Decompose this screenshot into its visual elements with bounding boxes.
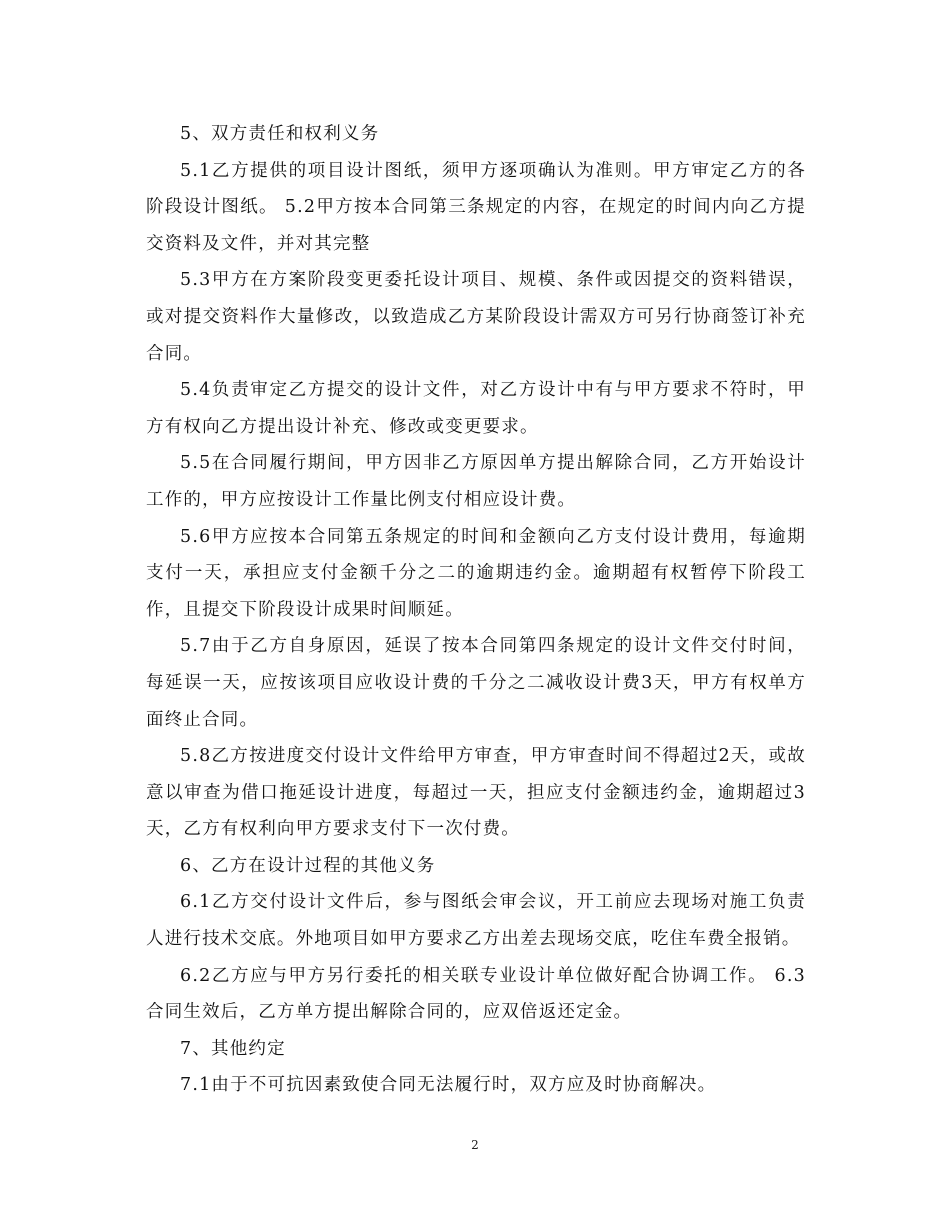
document-body bbox=[146, 116, 806, 1104]
section-5-heading: 5、双方责任和权利义务 bbox=[180, 124, 380, 144]
clause-7-1: 7.1由于不可抗因素致使合同无法履行时，双方应及时协商解决。 bbox=[180, 1075, 717, 1096]
clause-5-3: 5.3甲方在方案阶段变更委托设计项目、规模、条件或因提交的资料错误，或对提交资料作大量修改，以致造成乙方某阶段设计需双方可另行协商签订补充合同。 bbox=[146, 270, 806, 364]
clause-5-6: 5.6甲方应按本合同第五条规定的时间和金额向乙方支付设计费用，每逾期支付一天，承担应支付金额千分之二的逾期违约金。逾期超有权暂停下阶段工作，且提交下阶段设计成果时间顺延。 bbox=[146, 526, 806, 620]
clause-6-1: 6.1乙方交付设计文件后，参与图纸会审会议，开工前应去现场对施工负责人进行技术交底。外地项目如甲方要求乙方出差去现场交底，吃住车费全报销。 bbox=[146, 892, 806, 950]
clause-5-8: 5.8乙方按进度交付设计文件给甲方审查，甲方审查时间不得超过2天，或故意以审查为借口拖延设计进度，每超过一天，担应支付金额违约金，逾期超过3天，乙方有权利向甲方要求支付下一次付费。 bbox=[146, 746, 806, 840]
clause-5-7: 5.7由于乙方自身原因，延误了按本合同第四条规定的设计文件交付时间，每延误一天，应按该项目应收设计费的千分之二减收设计费3天，甲方有权单方面终止合同。 bbox=[146, 636, 806, 730]
section-6-heading: 6、乙方在设计过程的其他义务 bbox=[180, 855, 436, 876]
page-number: 2 bbox=[471, 1138, 479, 1152]
section-7-heading: 7、其他约定 bbox=[180, 1038, 286, 1059]
clause-5-4: 5.4负责审定乙方提交的设计文件，对乙方设计中有与甲方要求不符时，甲方有权向乙方提出设计补充、修改或变更要求。 bbox=[146, 380, 806, 437]
clause-5-1: 5.1乙方提供的项目设计图纸，须甲方逐项确认为准则。甲方审定乙方的各阶段设计图纸。 5.2甲方按本合同第三条规定的内容，在规定的时间内向乙方提交资料及文件，并对其完整 bbox=[146, 160, 806, 254]
clause-5-5: 5.5在合同履行期间，甲方因非乙方原因单方提出解除合同，乙方开始设计工作的，甲方应按设计工作量比例支付相应设计费。 bbox=[146, 453, 806, 510]
clause-6-2: 6.2乙方应与甲方另行委托的相关联专业设计单位做好配合协调工作。 6.3合同生效后，乙方单方提出解除合同的，应双倍返还定金。 bbox=[146, 965, 806, 1023]
